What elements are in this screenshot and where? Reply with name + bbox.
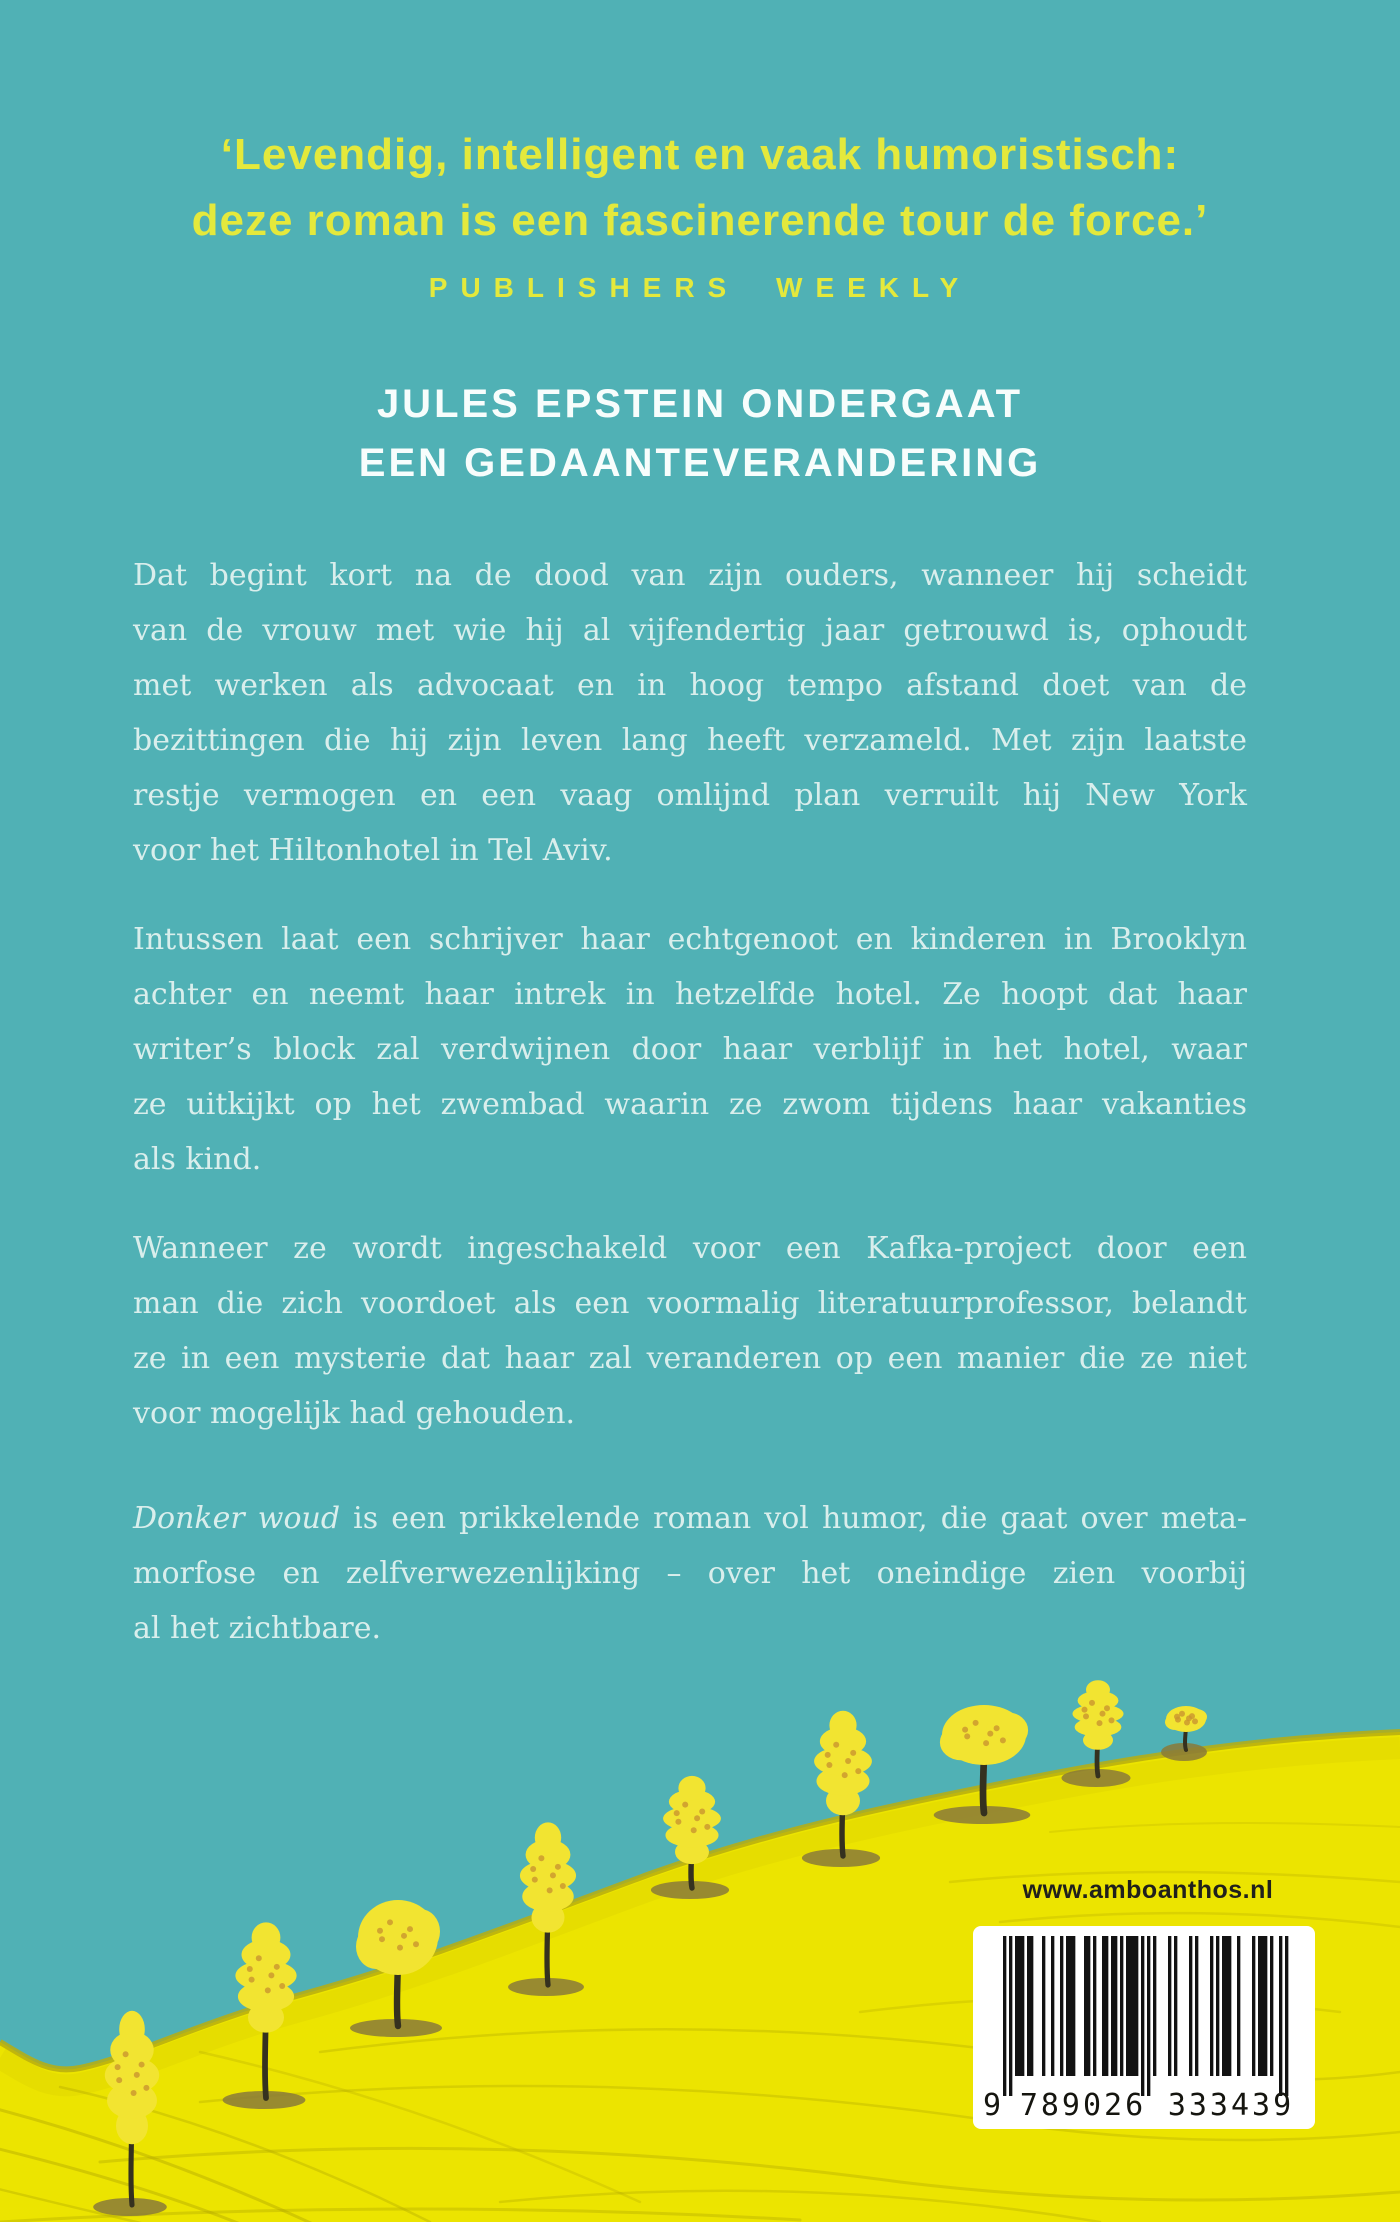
synopsis-line: Wanneer ze wordt ingeschakeld voor een Kafka-project door een — [133, 1231, 1247, 1266]
synopsis-line: Dat begint kort na de dood van zijn ouders, wanneer hij scheidt — [133, 558, 1247, 593]
synopsis-line: voor mogelijk had gehouden. — [133, 1396, 576, 1431]
synopsis-paragraph — [133, 912, 1247, 1187]
synopsis-line: restje vermogen en een vaag omlijnd plan verruilt hij New York — [133, 778, 1247, 813]
synopsis-line: ze uitkijkt op het zwembad waarin ze zwom tijdens haar vakanties — [133, 1087, 1247, 1122]
review-quote — [0, 122, 1400, 254]
synopsis-line: Donker woud is een prikkelende roman vol humor, die gaat over meta- — [133, 1501, 1247, 1536]
headline-line-1: JULES EPSTEIN ONDERGAAT — [376, 382, 1024, 426]
synopsis-line: als kind. — [133, 1142, 262, 1177]
synopsis-line: morfose en zelfverwezenlijking – over het oneindige zien voorbij — [133, 1556, 1247, 1591]
isbn-number — [973, 2088, 1315, 2123]
synopsis-paragraph — [133, 548, 1247, 878]
tree-icon — [1161, 1706, 1207, 1761]
isbn-group-1: 789026 — [1019, 2088, 1147, 2123]
synopsis-line: van de vrouw met wie hij al vijfendertig jaar getrouwd is, ophoudt — [133, 613, 1247, 648]
isbn-group-2: 333439 — [1167, 2088, 1295, 2123]
synopsis-paragraph — [133, 1221, 1247, 1441]
synopsis-line: ze in een mysterie dat haar zal veranderen op een manier die ze niet — [133, 1341, 1247, 1376]
synopsis-line: voor het Hiltonhotel in Tel Aviv. — [133, 833, 613, 868]
review-quote-line-2: deze roman is een fascinerende tour de force.’ — [191, 196, 1209, 245]
isbn-prefix: 9 — [983, 2088, 1002, 2123]
book-title-italic: Donker woud — [133, 1501, 341, 1536]
synopsis-text — [133, 548, 1247, 1656]
headline-line-2: EEN GEDAANTEVERANDERING — [358, 441, 1042, 485]
headline — [0, 375, 1400, 493]
synopsis-line: writer’s block zal verdwijnen door haar verblijf in het hotel, waar — [133, 1032, 1247, 1067]
review-quote-source: PUBLISHERS WEEKLY — [428, 272, 972, 303]
synopsis-line: man die zich voordoet als een voormalig literatuurprofessor, belandt — [133, 1286, 1247, 1321]
review-quote-line-1: ‘Levendig, intelligent en vaak humoristisch: — [220, 130, 1180, 179]
synopsis-line: achter en neemt haar intrek in hetzelfde hotel. Ze hoopt dat haar — [133, 977, 1247, 1012]
synopsis-line: al het zichtbare. — [133, 1611, 381, 1646]
synopsis-line: Intussen laat een schrijver haar echtgenoot en kinderen in Brooklyn — [133, 922, 1247, 957]
barcode — [973, 1926, 1315, 2129]
synopsis-line: bezittingen die hij zijn leven lang heeft verzameld. Met zijn laatste — [133, 723, 1247, 758]
synopsis-line: met werken als advocaat en in hoog tempo afstand doet van de — [133, 668, 1247, 703]
publisher-url: www.amboanthos.nl — [1022, 1876, 1274, 1904]
